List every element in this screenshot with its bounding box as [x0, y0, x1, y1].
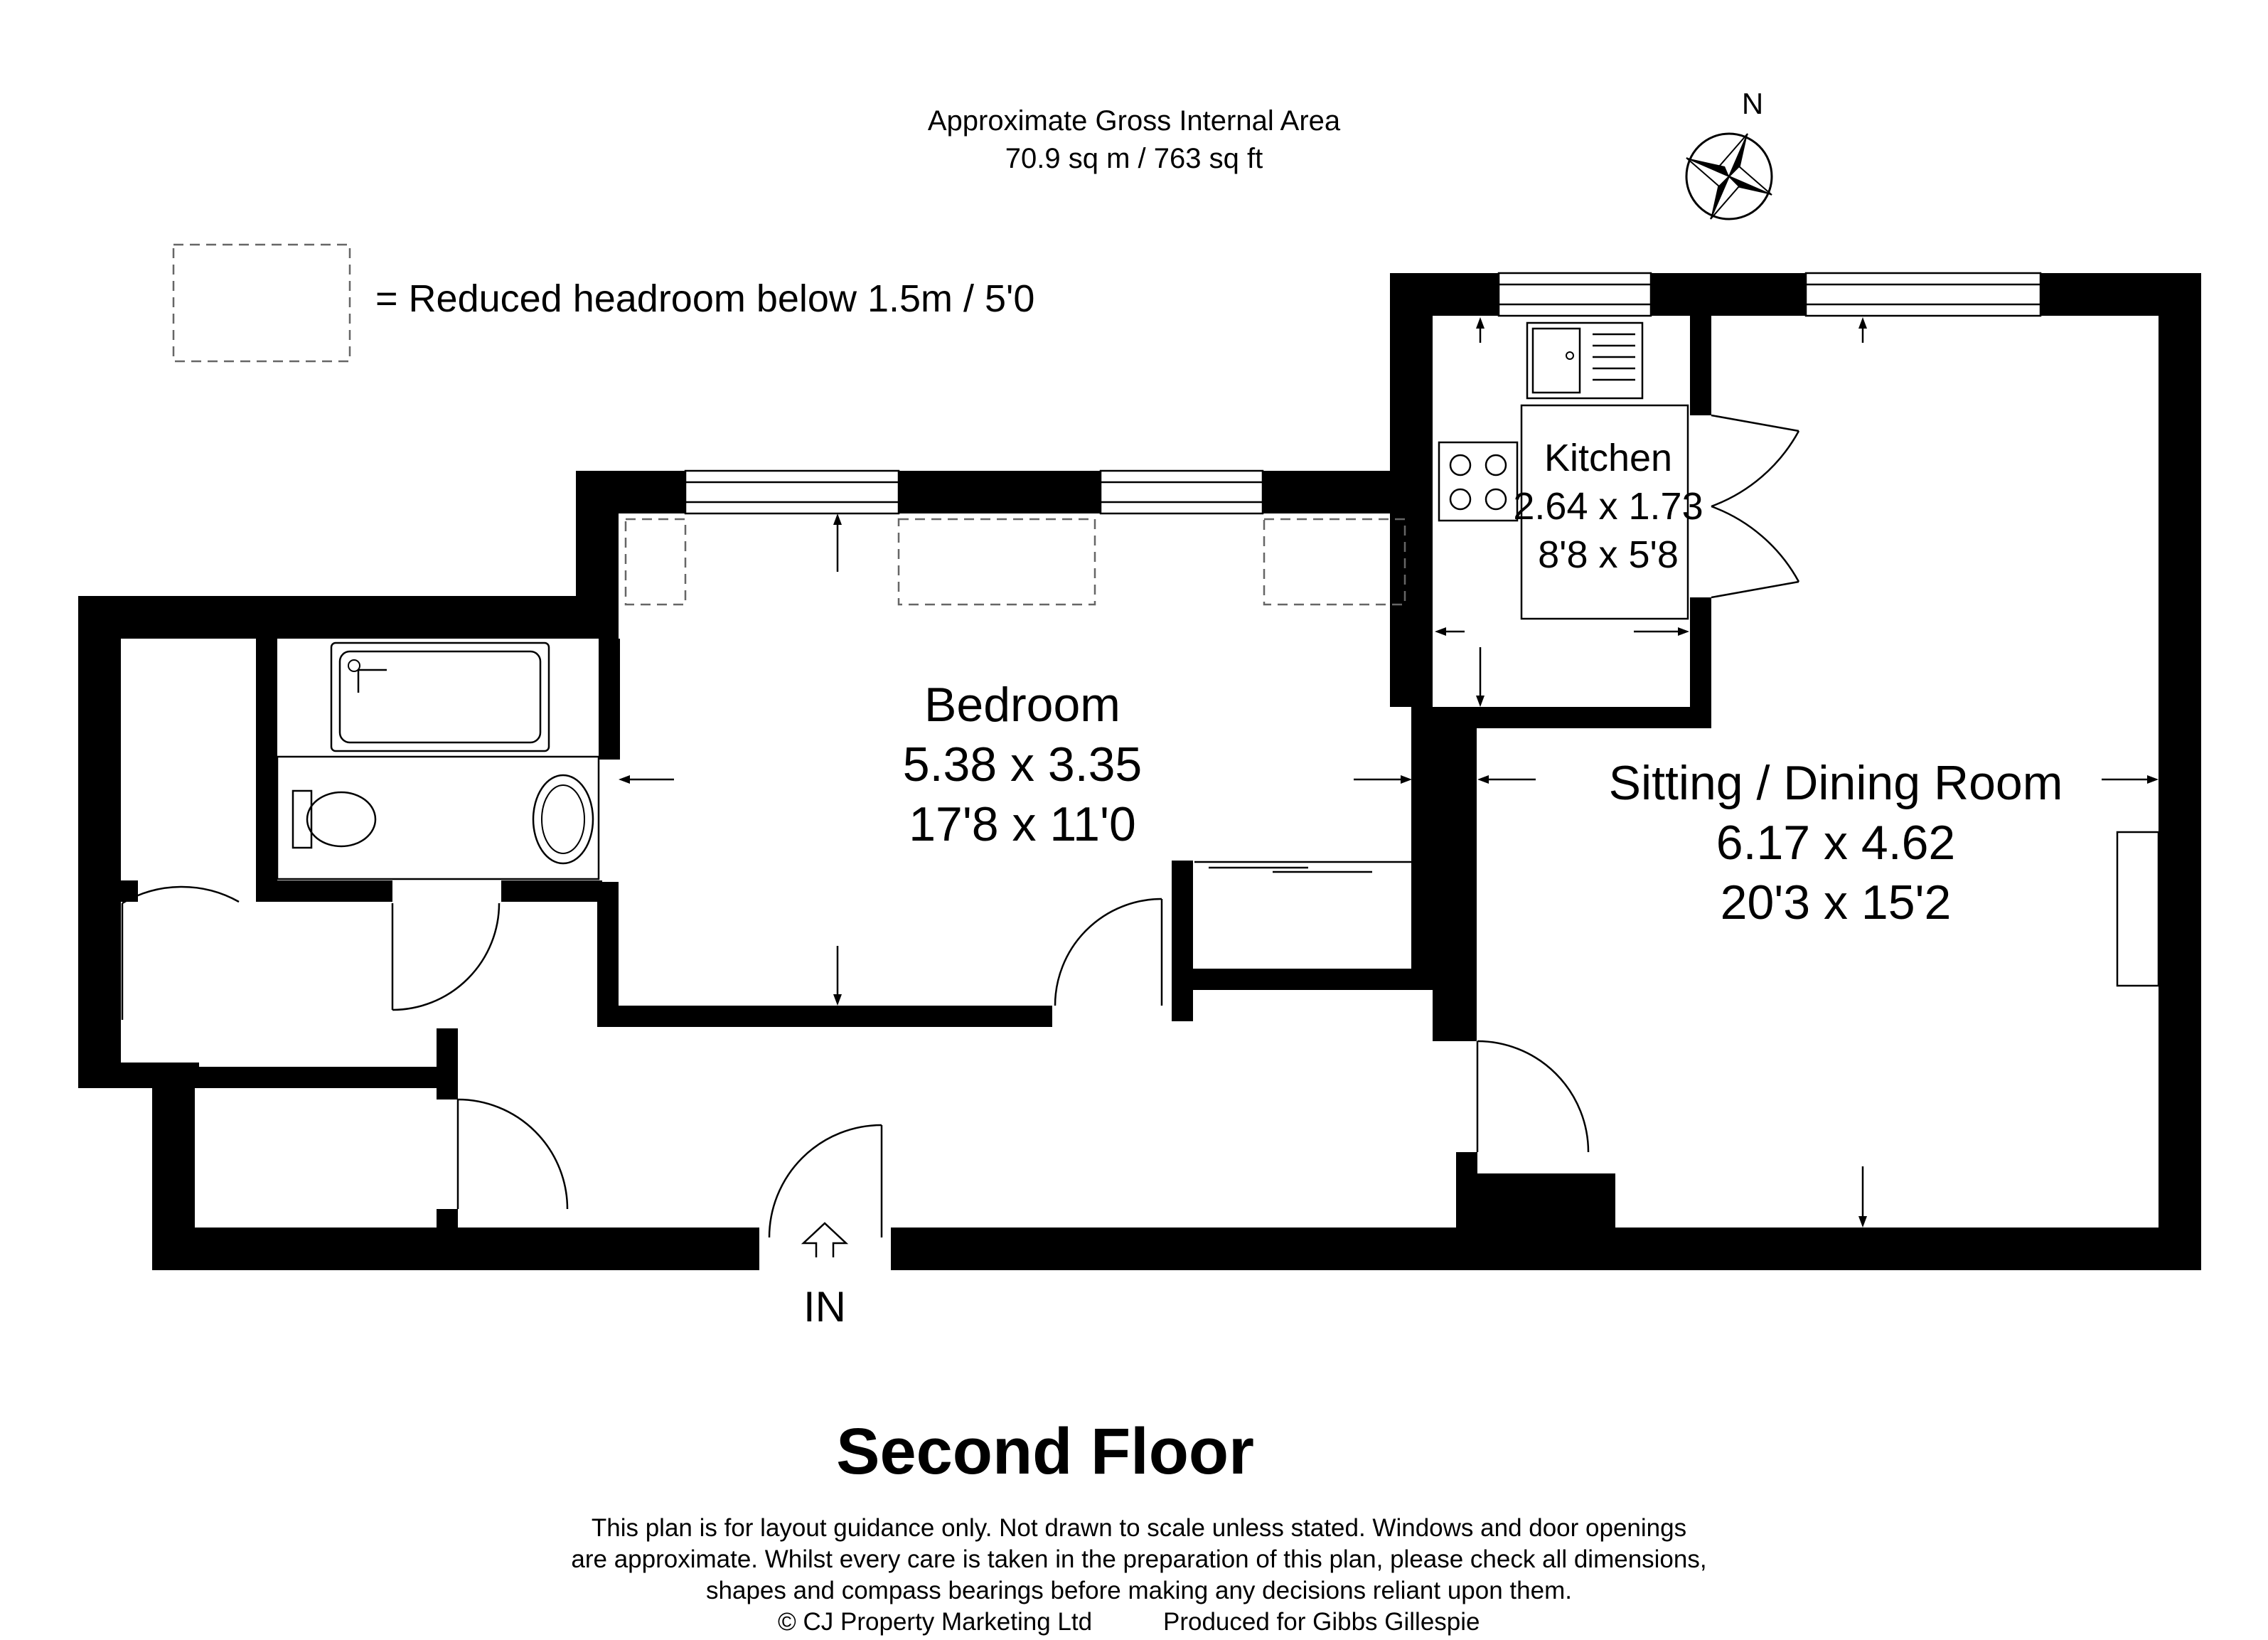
entrance-arrow-icon: [803, 1223, 846, 1259]
reduced-headroom-areas: [626, 519, 1405, 605]
area-title: Approximate Gross Internal Area: [927, 105, 1341, 137]
area-value: 70.9 sq m / 763 sq ft: [1005, 143, 1263, 174]
disclaimer-line-2: are approximate. Whilst every care is taken in the preparation of this plan, please check all dimensions,: [571, 1545, 1707, 1573]
bedroom-metric: 5.38 x 3.35: [902, 738, 1143, 792]
kitchen-label: [1513, 437, 1703, 576]
bedroom-imperial: 17'8 x 11'0: [909, 797, 1136, 851]
bath-icon: [331, 643, 549, 751]
compass-north-label: N: [1741, 87, 1764, 120]
sitting-dining-label: [1609, 756, 2063, 930]
disclaimer-line-1: This plan is for layout guidance only. Not drawn to scale unless stated. Windows and door openings: [591, 1514, 1687, 1542]
fireplace: [2117, 832, 2159, 986]
disclaimer-line-3: shapes and compass bearings before making any decisions reliant upon them.: [706, 1577, 1572, 1604]
kitchen-metric: 2.64 x 1.73: [1513, 485, 1703, 528]
kitchen-name: Kitchen: [1544, 437, 1673, 479]
sitting-metric: 6.17 x 4.62: [1716, 816, 1956, 870]
toilet-icon: [293, 791, 311, 848]
compass-rose-icon: [1686, 87, 1772, 219]
sitting-imperial: 20'3 x 15'2: [1720, 875, 1952, 930]
hob-icon: [1439, 442, 1517, 521]
sitting-name: Sitting / Dining Room: [1608, 756, 2063, 810]
bedroom-name: Bedroom: [924, 678, 1120, 732]
kitchen-imperial: 8'8 x 5'8: [1538, 533, 1679, 576]
produced-for-text: Produced for Gibbs Gillespie: [1163, 1608, 1480, 1636]
entrance-label: IN: [803, 1283, 846, 1331]
legend-text: = Reduced headroom below 1.5m / 5'0: [375, 277, 1035, 320]
wardrobe: [1194, 862, 1411, 872]
copyright-text: © CJ Property Marketing Ltd: [778, 1608, 1093, 1636]
bathroom-fixtures: [277, 643, 599, 879]
floor-title: Second Floor: [836, 1415, 1254, 1488]
legend-swatch: [173, 245, 350, 361]
bedroom-label: [903, 678, 1142, 851]
